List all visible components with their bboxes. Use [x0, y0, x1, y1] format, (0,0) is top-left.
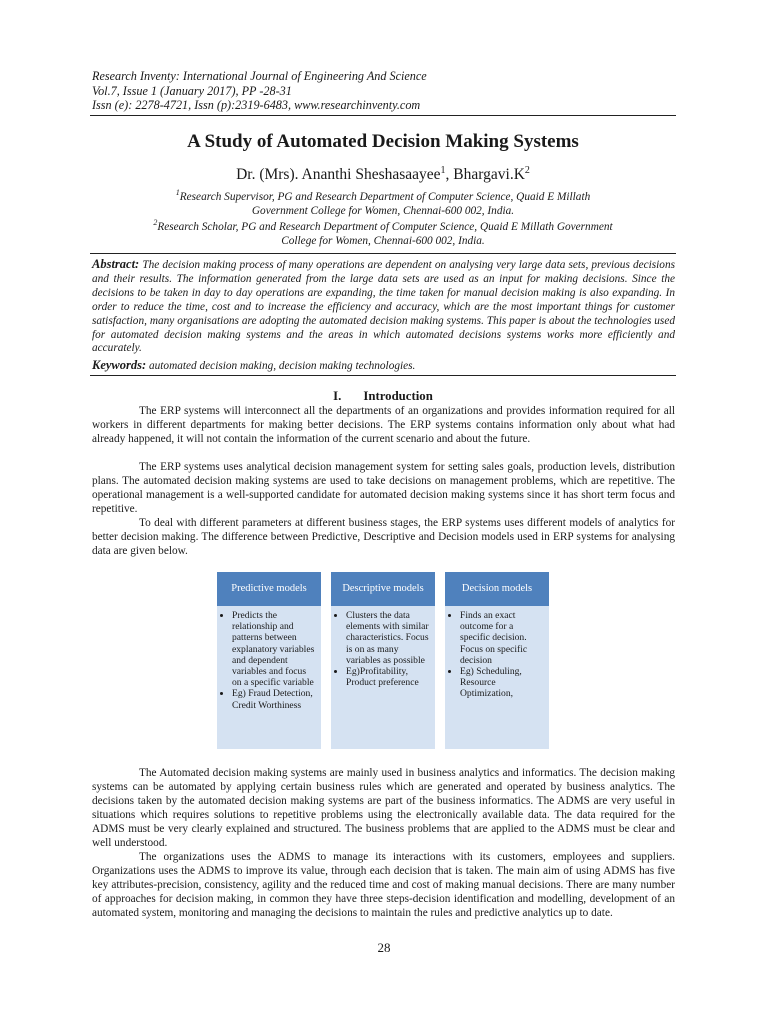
section-heading: [90, 389, 676, 404]
decision-bullet-2: • Eg) Scheduling, Resource Optimization,: [460, 666, 545, 700]
paragraph-4: The Automated decision making systems are mainly used in business analytics and informatics. The decision making systems can be automated by applying certain business rules which are generated and operated by business analytics. The decisions taken by the automated decision making systems are part of the business informatics. The ADMS are very useful in situations which requires solutions to repetitive problems using the electronically available data. The data required for the ADMS must be very clearly explained and structured. The business problems that are applied to the ADMS must be clear and well understood.: [92, 767, 675, 849]
author-2: Bhargavi.K: [453, 166, 525, 184]
predictive-models-body: [222, 610, 317, 711]
paragraph-2: The ERP systems uses analytical decision management system for setting sales goals, production levels, distribution plans. The automated decision making systems are used to take decisions on management problems, which are repetitive. The operational management is a well-supported candidate for automated decision making systems since it has short term focus and repetitive.: [92, 461, 675, 515]
abstract-label: Abstract:: [92, 257, 140, 271]
abstract-text: The decision making process of many operations are dependent on analysing very large data sets, previous decisions and their results. The information generated from the large data sets are used as an input for making decisions. Since the decisions to be taken in day to day operations are expanding, the time taken for manual decision making is also expanding. In order to reduce the time, cost and to increase the efficiency and accuracy, which are the most important things for customer satisfaction, many organisations are adopting the automated decision making systems. This paper is about the technologies used for automated decision making systems and the areas in which automated decisions systems works more efficiently and accurately.: [92, 259, 675, 355]
journal-name: Research Inventy: International Journal of Engineering And Science: [92, 69, 427, 83]
decision-models-heading: Decision models: [445, 572, 549, 606]
predictive-bullet-2: • Eg) Fraud Detection, Credit Worthiness: [232, 688, 317, 710]
abstract-bottom-rule: [90, 375, 676, 376]
abstract-top-rule: [90, 253, 676, 254]
predictive-models-heading: Predictive models: [217, 572, 321, 606]
affiliation-1: [150, 186, 616, 218]
decision-models-body: [450, 610, 545, 700]
descriptive-bullet-2: • Eg)Profitability, Product preference: [346, 666, 431, 688]
descriptive-models-column: [331, 572, 435, 749]
decision-bullet-1: • Finds an exact outcome for a specific decision. Focus on specific decision: [460, 610, 545, 666]
journal-volume: Vol.7, Issue 1 (January 2017), PP -28-31: [92, 83, 292, 98]
keywords-text: automated decision making, decision making technologies.: [149, 360, 416, 372]
keywords-label: Keywords:: [92, 358, 147, 372]
descriptive-models-heading: Descriptive models: [331, 572, 435, 606]
paragraph-5: The organizations uses the ADMS to manage its interactions with its customers, employees and suppliers. Organizations uses the ADMS to improve its value, through each decision that is taken. The main aim of using ADMS has five key attributes-precision, consistency, agility and the reduced time and cost of making manual decisions. There are many number of approaches for decision making, in common they have three steps-decision identification and modelling, development of an automated system, monitoring and managing the decisions to maintain the rules and predictive analytics up to date.: [92, 851, 675, 919]
affiliation-1-text: Research Supervisor, PG and Research Department of Computer Science, Quaid E Millath Government College for Women, Chennai-600 002, India.: [179, 190, 591, 217]
decision-models-column: [445, 572, 549, 749]
journal-header: [92, 69, 692, 113]
author-2-sup: 2: [524, 165, 530, 176]
journal-issn: Issn (e): 2278-4721, Issn (p):2319-6483, www.researchinventy.com: [92, 98, 421, 113]
models-diagram: [217, 572, 549, 749]
section-number: I.: [333, 389, 342, 403]
page-number: 28: [377, 940, 391, 955]
affiliation-2-text: Research Scholar, PG and Research Department of Computer Science, Quaid E Millath Government College for Women, Chennai-600 002, India.: [157, 220, 613, 247]
paragraph-3: To deal with different parameters at different business stages, the ERP systems uses different models of analytics for better decision making. The difference between Predictive, Descriptive and Decision models used in ERP systems for analysing data are given below.: [92, 517, 675, 557]
author-line: [90, 165, 676, 184]
descriptive-bullet-1: • Clusters the data elements with similar characteristics. Focus is on as many variables as possible: [346, 610, 431, 666]
predictive-models-column: [217, 572, 321, 749]
paper-title: A Study of Automated Decision Making Systems: [187, 131, 579, 152]
affiliation-2-sup: 2: [153, 218, 158, 227]
predictive-bullet-1: • Predicts the relationship and patterns between explanatory variables and dependent variables and focus on a specific variable: [232, 610, 317, 688]
abstract: [92, 258, 675, 356]
section-title: Introduction: [363, 389, 433, 403]
descriptive-models-body: [336, 610, 431, 688]
header-rule: [90, 115, 676, 116]
author-1-sup: 1: [440, 165, 446, 176]
affiliation-1-sup: 1: [175, 188, 180, 197]
author-separator: ,: [445, 166, 454, 184]
keywords: [92, 358, 675, 373]
author-1: Dr. (Mrs). Ananthi Sheshasaayee: [236, 166, 441, 184]
paragraph-1: The ERP systems will interconnect all the departments of an organizations and provides information required for all workers in different departments for making better decisions. The ERP systems contains information only about what had already happened, it will not contain the information of the current scenario and about the future.: [92, 405, 675, 445]
affiliation-2: [150, 216, 616, 248]
